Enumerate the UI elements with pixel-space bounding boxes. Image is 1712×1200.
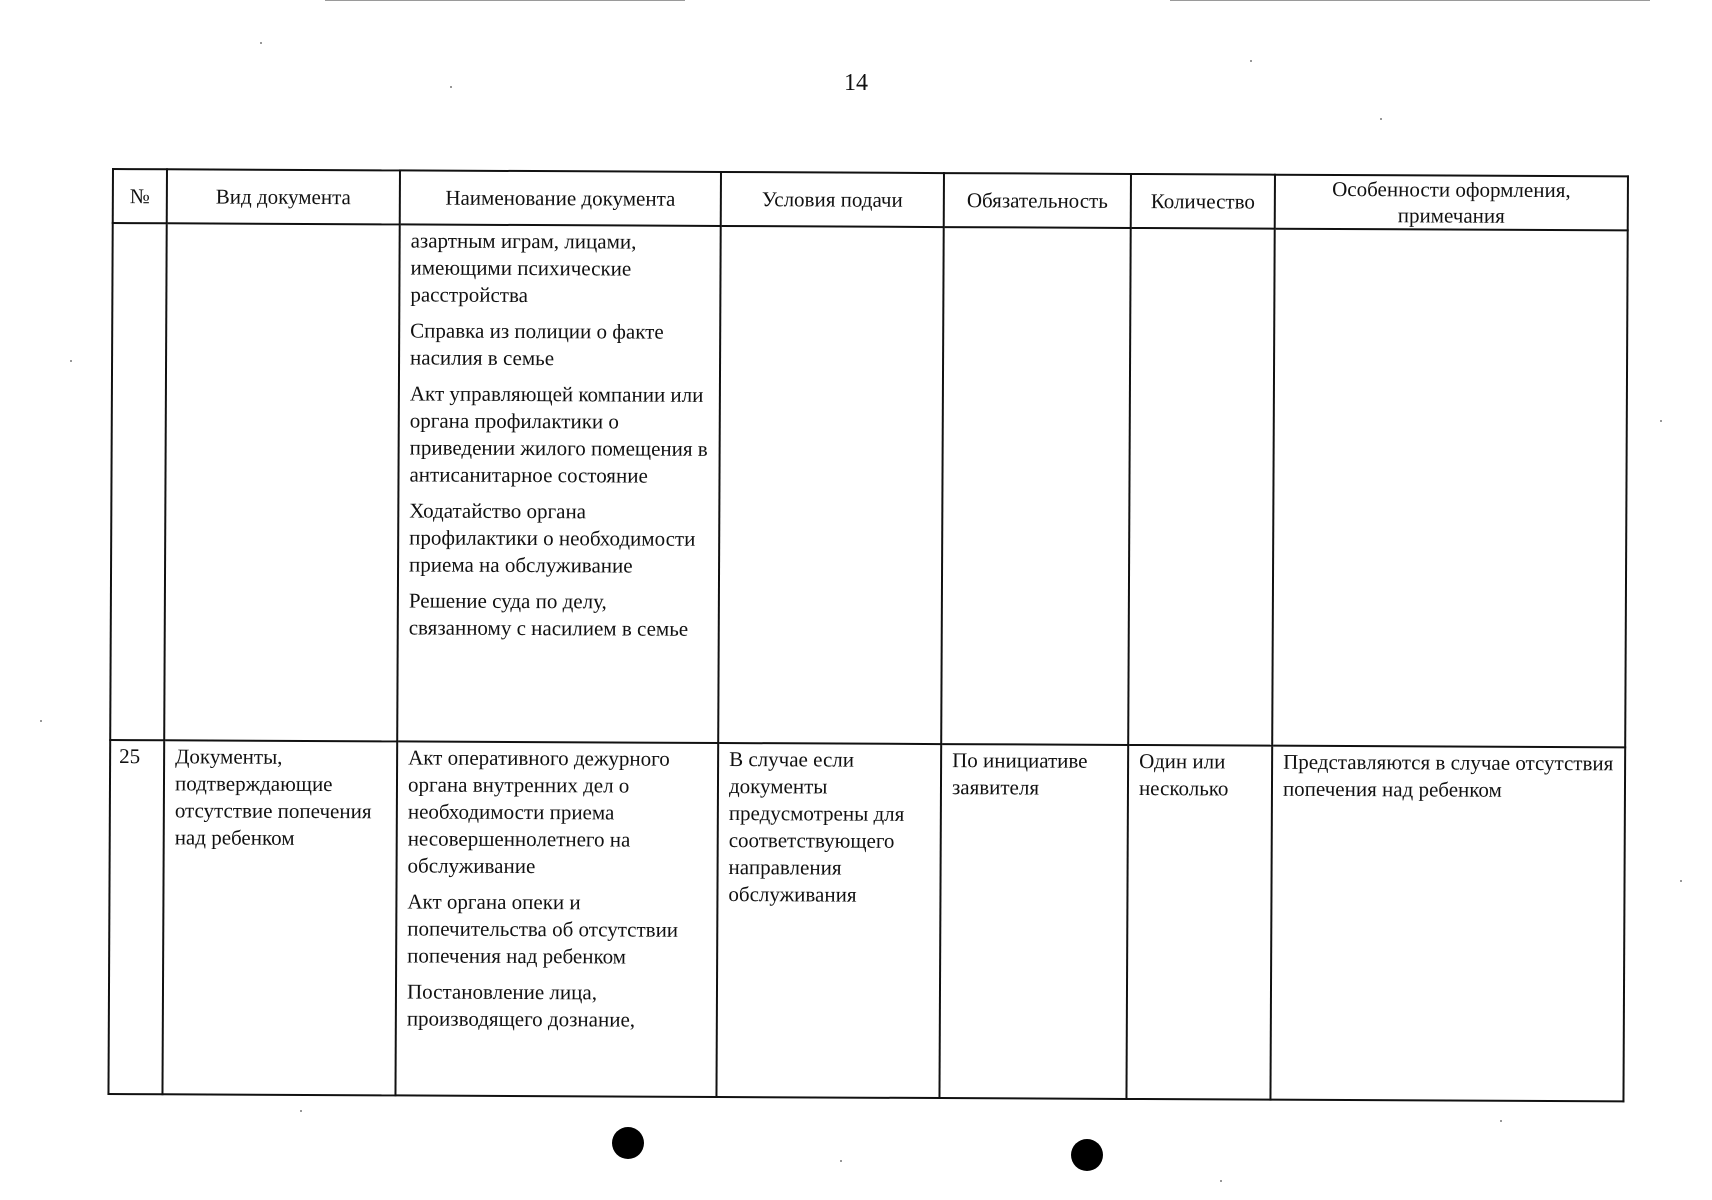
documents-table — [107, 168, 1629, 1102]
header-conditions: Условия подачи — [721, 172, 944, 227]
cell-notes — [1272, 229, 1628, 748]
doc-name-item: Решение суда по делу, связанному с насилием в семье — [408, 588, 689, 641]
scan-speck — [1680, 880, 1682, 882]
cell-doc-names — [397, 224, 721, 743]
scan-speck — [1250, 60, 1252, 62]
doc-name-item: Акт органа опеки и попечительства об отсутствии попечения над ребенком — [407, 889, 679, 969]
cell-doc-type: Документы, подтверждающие отсутствие попечения над ребенком — [162, 740, 397, 1095]
cell-obligation: По инициативе заявителя — [939, 744, 1128, 1099]
cell-conditions — [718, 226, 944, 744]
scan-edge-line — [325, 0, 685, 1]
cell-obligation — [941, 227, 1131, 745]
header-doc-name: Наименование документа — [400, 170, 721, 226]
cell-doc-names — [395, 741, 718, 1097]
cell-number: 25 — [108, 740, 164, 1094]
scan-speck — [1220, 1180, 1222, 1182]
doc-name-item: азартным играм, лицами, имеющими психические расстройства — [410, 228, 637, 308]
header-number: № — [113, 169, 167, 223]
scan-edge-line — [1170, 0, 1650, 1]
doc-name-item: Ходатайство органа профилактики о необходимости приема на обслуживание — [409, 498, 696, 578]
cell-notes: Представляются в случае отсутствия попечения над ребенком — [1270, 746, 1625, 1102]
page-number: 14 — [844, 70, 868, 96]
table-row-continuation — [110, 223, 1628, 747]
scan-speck — [1500, 1120, 1502, 1122]
header-obligation: Обязательность — [944, 173, 1131, 228]
punch-hole — [612, 1127, 644, 1159]
doc-name-item: Акт оперативного дежурного органа внутренних дел о необходимости приема несовершеннолетнего на обслуживание — [407, 745, 670, 879]
cell-conditions: В случае если документы предусмотрены для соответствующего направления обслуживания — [716, 743, 941, 1098]
scan-speck — [450, 86, 452, 88]
header-doc-type: Вид документа — [167, 169, 400, 224]
scan-speck — [260, 42, 262, 44]
cell-quantity — [1128, 228, 1275, 746]
scan-speck — [70, 360, 72, 362]
punch-hole — [1071, 1139, 1103, 1171]
scan-speck — [40, 720, 42, 722]
scan-speck — [1660, 420, 1662, 422]
scan-speck — [300, 1110, 302, 1112]
table-header-row — [113, 169, 1628, 230]
scan-speck — [840, 1160, 842, 1162]
scan-speck — [1380, 118, 1382, 120]
header-quantity: Количество — [1131, 174, 1275, 229]
table-row-25 — [108, 740, 1625, 1101]
cell-doc-type — [164, 223, 400, 741]
doc-name-item: Справка из полиции о факте насилия в семье — [410, 318, 664, 371]
doc-name-item: Акт управляющей компании или органа профилактики о приведении жилого помещения в антисанитарное состояние — [409, 381, 708, 488]
cell-number — [110, 223, 167, 740]
cell-quantity: Один или несколько — [1126, 745, 1272, 1100]
header-notes: Особенности оформления, примечания — [1275, 175, 1628, 231]
doc-name-item: Постановление лица, производящего дознание, — [406, 979, 636, 1032]
